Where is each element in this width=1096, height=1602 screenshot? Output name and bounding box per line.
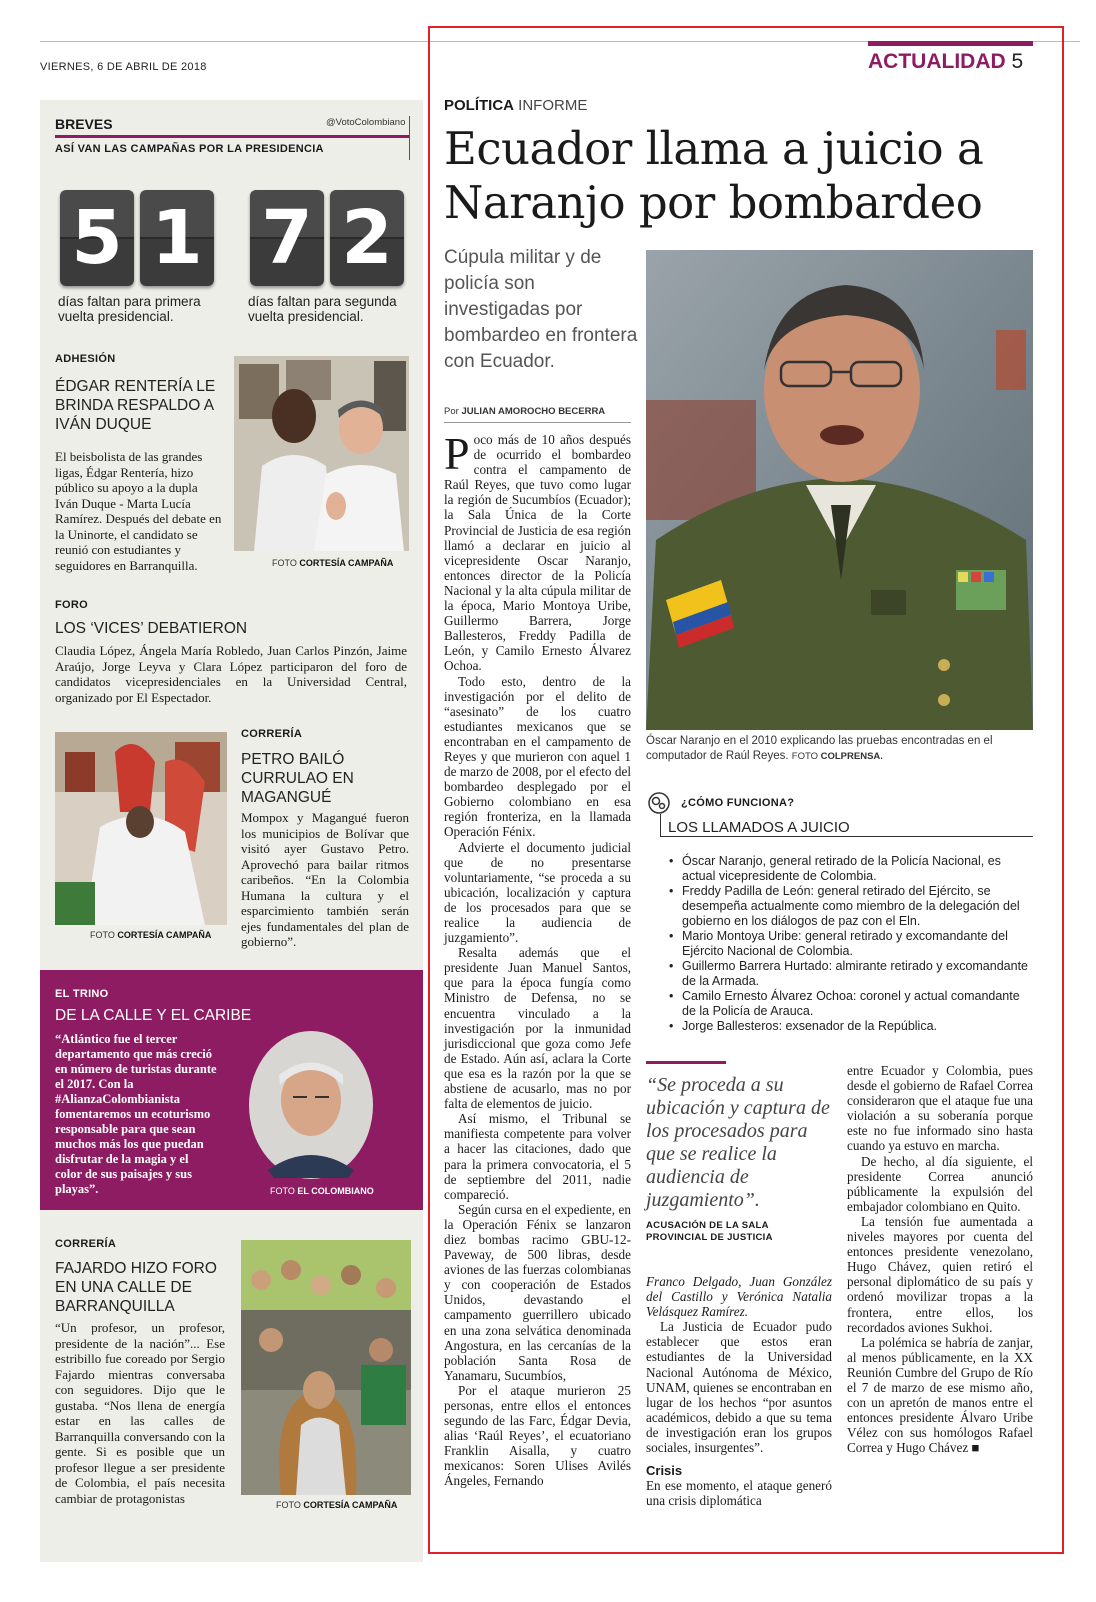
- correria2-body: “Un profesor, un profesor, presidente de la nación”... Ese estribillo fue coreado por Sergio Fajardo mientras conversaba con seguidores. Dijo que le gustaba. “Nos llena de energía estar en las calles de Barranquilla conversando con la gente. Si es posible que un profesor llegue a ser presidente de Colombia, el país necesita cambiar de protagonistas: [55, 1320, 225, 1506]
- adhesion-photo-credit: FOTO CORTESÍA CAMPAÑA: [272, 558, 394, 568]
- drop-cap: P: [444, 428, 470, 479]
- correria1-kicker: CORRERÍA: [241, 728, 303, 740]
- accused-list: [669, 854, 1033, 1034]
- article-subhead: Cúpula militar y de policía son investigadas por bombardeo en frontera con Ecuador.: [444, 247, 638, 372]
- end-mark: ■: [971, 1440, 980, 1456]
- foro-kicker: FORO: [55, 599, 88, 611]
- trino-photo-credit: FOTO EL COLOMBIANO: [270, 1186, 374, 1196]
- fajardo-forum-photo: [241, 1240, 411, 1495]
- box-title-rule: [660, 836, 1033, 837]
- quote-source: ACUSACIÓN DE LA SALA PROVINCIAL DE JUSTICIA: [646, 1220, 773, 1243]
- foro-headline: LOS ‘VICES’ DEBATIERON: [55, 620, 248, 637]
- correria2-kicker: CORRERÍA: [55, 1238, 117, 1250]
- gears-icon: [648, 792, 670, 814]
- section-label: ACTUALIDAD 5: [868, 50, 1024, 73]
- section-bar: [868, 41, 1033, 46]
- list-item: • Óscar Naranjo, general retirado de la Policía Nacional, es actual vicepresidente de Colombia.: [669, 854, 1033, 884]
- list-item: • Freddy Padilla de León: general retirado del Ejército, se desempeña actualmente como miembro de la delegación del gobierno en los diálogos de paz con el Eln.: [669, 884, 1033, 929]
- photo-caption: Óscar Naranjo en el 2010 explicando las pruebas encontradas en el computador de Raúl Reyes. FOTO COLPRENSA.: [646, 735, 993, 762]
- correria1-body: Mompox y Magangué fueron los municipios de Bolívar que visitó ayer Gustavo Petro. Aprovechó para bailar ritmos caribeños. “En la Colombia Humana la cultura y el esparcimiento también serán ejes fundamentales del plan de gobierno”.: [241, 810, 409, 949]
- naranjo-photo: [646, 250, 1033, 730]
- renteria-duque-photo: [234, 356, 409, 551]
- trino-portrait: [248, 1030, 374, 1180]
- dateline: VIERNES, 6 DE ABRIL DE 2018: [40, 61, 207, 73]
- twitter-handle[interactable]: @VotoColombiano: [326, 117, 406, 128]
- adhesion-body: El beisbolista de las grandes ligas, Édgar Rentería, hizo público su apoyo a la dupla Iván Duque - Marta Lucía Ramírez. Después del debate en la Uninorte, el candidato se reunió con estudiantes y seguidores en Barranquilla.: [55, 449, 222, 573]
- list-item: • Mario Montoya Uribe: general retirado y excomandante del Ejército Nacional de Colombia.: [669, 929, 1033, 959]
- correria1-headline: PETRO BAILÓ CURRULAO EN MAGANGUÉ: [241, 751, 354, 806]
- byline-rule: [444, 422, 631, 423]
- box-kicker: ¿CÓMO FUNCIONA?: [681, 797, 795, 809]
- sidebar-subtitle: ASÍ VAN LAS CAMPAÑAS POR LA PRESIDENCIA: [55, 143, 324, 155]
- article-section-tag: POLÍTICA INFORME: [444, 97, 588, 114]
- list-item: • Jorge Ballesteros: exsenador de la República.: [669, 1019, 1033, 1034]
- trino-headline: DE LA CALLE Y EL CARIBE: [55, 1007, 252, 1024]
- adhesion-headline: ÉDGAR RENTERÍA LE BRINDA RESPALDO A IVÁN DUQUE: [55, 378, 216, 433]
- pull-quote: “Se proceda a su ubicación y captura de los procesados para que se realice la audiencia de juzgamiento”.: [646, 1074, 830, 1211]
- crisis-heading: Crisis: [646, 1463, 683, 1479]
- box-title: LOS LLAMADOS A JUICIO: [668, 819, 850, 836]
- petro-photo-credit: FOTO CORTESÍA CAMPAÑA: [90, 930, 212, 940]
- fajardo-photo-credit: FOTO CORTESÍA CAMPAÑA: [276, 1500, 398, 1510]
- adhesion-kicker: ADHESIÓN: [55, 353, 116, 365]
- petro-dance-photo: [55, 732, 227, 925]
- sidebar-title: BREVES: [55, 116, 113, 132]
- list-item: • Camilo Ernesto Álvarez Ochoa: coronel y actual comandante de la Policía de Arauca.: [669, 989, 1033, 1019]
- trino-kicker: EL TRINO: [55, 988, 109, 1000]
- sidebar-title-rule: [55, 135, 410, 138]
- quote-rule: [646, 1061, 726, 1064]
- countdown-1-digit-1: 5: [60, 190, 134, 286]
- list-item: • Guillermo Barrera Hurtado: almirante retirado y excomandante de la Armada.: [669, 959, 1033, 989]
- trino-body: “Atlántico fue el tercer departamento que más creció en número de turistas durante el 2017. Con la #AlianzaColombianista fomentaremos un ecoturismo responsable para que sean muchos más los que puedan disfrutar de la magia y el color de sus paisajes y sus playas”.: [55, 1032, 217, 1196]
- countdown-2-digit-1: 7: [250, 190, 324, 286]
- countdown-1-label: días faltan para primera vuelta presidencial.: [58, 294, 201, 324]
- article-column-1: Poco más de 10 años después de ocurrido el bombardeo contra el campamento de Raúl Reyes, que tuvo como lugar la región de Sucumbíos (Ecuador); la Sala Única de la Corte Provincial de Justicia de esa región llamó a declarar en juicio al vicepresidente Oscar Naranjo, entonces director de la Policía Nacional y la alta cúpula militar de la época, Mario Montoya Uribe, Guillermo Barrera, Jorge Ballesteros, Freddy Padilla de León, y Camilo Ernesto Álvarez Ochoa. Todo esto, dentro de la investigación por el delito de “asesinato” de los cuatro estudiantes mexicanos que se encontraban en el campamento de Reyes y que murieron con aquel 1 de marzo de 2008, por el efecto del bombardeo desplegado por el Gobierno colombiano en esa región fronteriza, en la llamada Operación Fénix. Advierte el documento judicial que de no presentarse voluntariamente, “se proceda a su ubicación, localización y captura de los procesados para que se realice la audiencia de juzgamiento”. Resalta además que el presidente Juan Manuel Santos, que para la época fungía como Ministro de Defensa, no se encuentra vinculado a la investigación por la inmunidad jurisdiccional que goza como Jefe de Estado. Aún así, aclara la Corte que esa es la razón por la que se abstiene de acusarlo, mas no por falta de elementos de juicio. Así mismo, el Tribunal se manifiesta competente para volver a hacer las citaciones, dado que para la primera convocatoria, el 5 de septiembre del 2011, nadie compareció. Según cursa en el expediente, en la Operación Fénix se lanzaron diez bombas racimo GBU-12-Paveway, de 500 libras, desde aviones de las fuerzas colombianas y con cooperación de Estados Unidos, devastando el campamento guerrillero ubicado en una zona selvática denominada Angostura, en las cercanías de la población Santa Rosa de Yanamaru, Sucumbíos, Por el ataque murieron 25 personas, entre ellos el entonces segundo de las Farc, Édgar Devia, alias ‘Raúl Reyes’, el ecuatoriano Franklin Aisalla, y cuatro mexicanos: Soren Ulises Avilés Ángeles, Fernando: [444, 428, 631, 1489]
- article-headline: Ecuador llama a juicio a Naranjo por bombardeo: [444, 122, 984, 229]
- countdown-2-label: días faltan para segunda vuelta presidencial.: [248, 294, 397, 324]
- article-byline: Por JULIAN AMOROCHO BECERRA: [444, 406, 606, 417]
- box-vertical-rule: [660, 814, 661, 836]
- article-column-2: Franco Delgado, Juan González del Castillo y Verónica Natalia Velásquez Ramírez. La Justicia de Ecuador pudo establecer que estos eran estudiantes de la Universidad Nacional Autónoma de México, UNAM, quienes se encontraban en lugar de los hechos “por asuntos académicos, debido a que su tema de investigación eran los grupos sociales, insurgentes”. Crisis En ese momento, el ataque generó una crisis diplomática: [646, 1274, 832, 1509]
- sidebar-vertical-rule: [409, 116, 410, 160]
- correria2-headline: FAJARDO HIZO FORO EN UNA CALLE DE BARRANQUILLA: [55, 1260, 217, 1315]
- article-column-3: entre Ecuador y Colombia, pues desde el gobierno de Rafael Correa consideraron que el ataque fue una violación a su soberanía porque este no fue informado sino hasta cuando ya estuvo en marcha. De hecho, al día siguiente, el presidente Correa anunció públicamente la expulsión del embajador colombiano en Quito. La tensión fue aumentada a niveles mayores por cuenta del entonces presidente venezolano, Hugo Chávez, quien retiró el personal diplomático de su país y ordenó movilizar tropas a la frontera, entre ellos, los recordados aviones Sukhoi. La polémica se habría de zanjar, al menos públicamente, en la XX Reunión Cumbre del Grupo de Río el 7 de marzo de ese mismo año, con un apretón de manos entre el entonces presidente Álvaro Uribe Vélez con sus homólogos Rafael Correa y Hugo Chávez ■: [847, 1063, 1033, 1456]
- foro-body: Claudia López, Ángela María Robledo, Juan Carlos Pinzón, Jaime Araújo, Jorge Leyva y Clara López participaron del foro de candidatos vicepresidenciales en la Universidad Central, organizado por El Espectador.: [55, 643, 407, 705]
- countdown-2-digit-2: 2: [330, 190, 404, 286]
- countdown-1-digit-2: 1: [140, 190, 214, 286]
